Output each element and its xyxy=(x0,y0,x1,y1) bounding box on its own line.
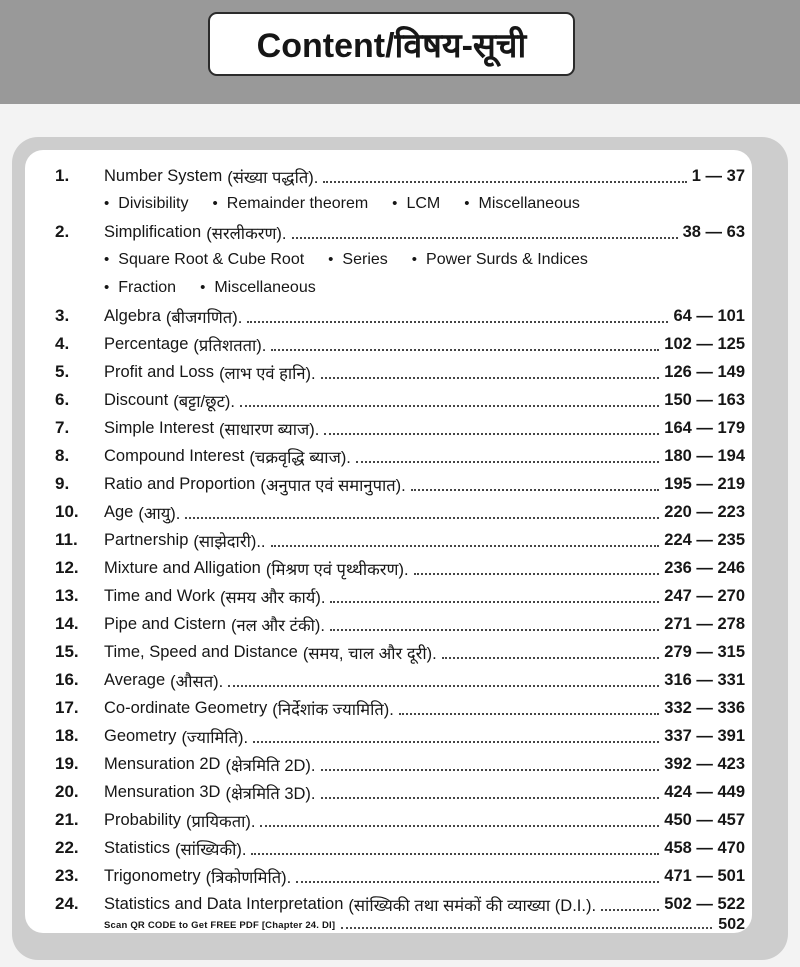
page-range: 471 — 501 xyxy=(664,866,745,885)
dot-leader xyxy=(356,449,659,463)
chapter-title-en: Statistics xyxy=(104,838,171,857)
chapter-number: 14. xyxy=(55,614,79,633)
footer-row xyxy=(55,918,745,932)
page-range: 502 — 522 xyxy=(664,894,745,913)
bullet-icon: • xyxy=(200,279,206,296)
chapter-title-hi: (संख्या पद्धति). xyxy=(227,168,319,187)
dot-leader xyxy=(324,421,659,435)
toc-row xyxy=(55,554,745,582)
chapter-title-hi: (आयु). xyxy=(138,504,181,523)
dot-leader xyxy=(260,813,659,827)
chapter-title-hi: (सरलीकरण). xyxy=(206,224,287,243)
chapter-title-hi: (निर्देशांक ज्यामिति). xyxy=(272,700,394,719)
toc-row xyxy=(55,386,745,414)
chapter-title-en: Mixture and Alligation xyxy=(104,558,261,577)
dot-leader xyxy=(321,757,660,771)
chapter-title-en: Compound Interest xyxy=(104,446,245,465)
page-range: 450 — 457 xyxy=(664,810,745,829)
chapter-number: 8. xyxy=(55,446,70,465)
subtopic-item xyxy=(328,251,388,269)
chapter-title-hi: (प्रायिकता). xyxy=(186,812,256,831)
subtopic-row xyxy=(55,246,745,274)
chapter-title-hi: (क्षेत्रमिति 3D). xyxy=(225,784,316,803)
page-range: 332 — 336 xyxy=(664,698,745,717)
page-range: 126 — 149 xyxy=(664,362,745,381)
chapter-title-hi: (समय, चाल और दूरी). xyxy=(302,644,437,663)
subtopic-item xyxy=(104,195,189,213)
toc-row xyxy=(55,302,745,330)
subtopic-item xyxy=(200,279,316,297)
chapter-title-hi: (साझेदारी).. xyxy=(193,532,266,551)
chapter-number: 17. xyxy=(55,698,79,717)
subtopic-item xyxy=(464,195,580,213)
bullet-icon: • xyxy=(392,195,398,212)
toc-row xyxy=(55,330,745,358)
dot-leader xyxy=(271,533,660,547)
chapter-number: 21. xyxy=(55,810,79,829)
toc-row xyxy=(55,162,745,190)
chapter-title-hi: (लाभ एवं हानि). xyxy=(219,364,316,383)
page-range: 424 — 449 xyxy=(664,782,745,801)
toc-row xyxy=(55,806,745,834)
chapter-title-hi: (नल और टंकी). xyxy=(231,616,325,635)
toc-list xyxy=(55,162,745,918)
chapter-number: 10. xyxy=(55,502,79,521)
chapter-title-hi: (क्षेत्रमिति 2D). xyxy=(225,756,316,775)
page-range: 102 — 125 xyxy=(664,334,745,353)
subtopic-label: Power Surds & Indices xyxy=(426,251,588,268)
dot-leader xyxy=(330,589,659,603)
chapter-number: 2. xyxy=(55,222,70,241)
toc-row xyxy=(55,890,745,918)
chapter-title-hi: (साधारण ब्याज). xyxy=(219,420,320,439)
page-range: 150 — 163 xyxy=(664,390,745,409)
chapter-title-hi: (सांख्यिकी). xyxy=(175,840,247,859)
dot-leader xyxy=(271,337,659,351)
chapter-title-en: Algebra xyxy=(104,306,161,325)
page-range: 271 — 278 xyxy=(664,614,745,633)
dot-leader xyxy=(321,785,660,799)
page-title-box xyxy=(208,12,575,76)
chapter-title-hi: (बीजगणित). xyxy=(165,308,243,327)
toc-row xyxy=(55,218,745,246)
bullet-icon: • xyxy=(104,279,110,296)
page-range: 337 — 391 xyxy=(664,726,745,745)
subtopic-label: Square Root & Cube Root xyxy=(118,251,305,268)
toc-row xyxy=(55,470,745,498)
chapter-title-hi: (समय और कार्य). xyxy=(219,588,326,607)
chapter-title-hi: (मिश्रण एवं पृथ्थीकरण). xyxy=(265,560,409,579)
toc-row xyxy=(55,638,745,666)
content-sheet xyxy=(25,150,752,933)
page-range: 316 — 331 xyxy=(664,670,745,689)
subtopic-label: Divisibility xyxy=(118,195,189,212)
header-band xyxy=(0,0,800,104)
page-range: 247 — 270 xyxy=(664,586,745,605)
toc-row xyxy=(55,666,745,694)
dot-leader xyxy=(414,561,660,575)
dot-leader xyxy=(247,309,668,323)
toc-row xyxy=(55,862,745,890)
toc-row xyxy=(55,750,745,778)
chapter-number: 20. xyxy=(55,782,79,801)
chapter-number: 16. xyxy=(55,670,79,689)
chapter-title-en: Percentage xyxy=(104,334,189,353)
page-range: 64 — 101 xyxy=(673,306,745,325)
chapter-number: 13. xyxy=(55,586,79,605)
dot-leader xyxy=(341,922,712,929)
chapter-title-en: Mensuration 2D xyxy=(104,754,221,773)
chapter-title-en: Average xyxy=(104,670,166,689)
chapter-title-en: Co-ordinate Geometry xyxy=(104,698,268,717)
content-frame xyxy=(12,137,788,960)
footer-page-number: 502 xyxy=(718,916,745,933)
chapter-title-hi: (बट्टा/छूट). xyxy=(173,392,236,411)
page-range: 1 — 37 xyxy=(691,166,745,185)
chapter-number: 11. xyxy=(55,530,78,549)
chapter-title-en: Time and Work xyxy=(104,586,215,605)
chapter-title-en: Trigonometry xyxy=(104,866,201,885)
toc-row xyxy=(55,694,745,722)
chapter-title-hi: (त्रिकोणमिति). xyxy=(205,868,292,887)
bullet-icon: • xyxy=(328,251,334,268)
page-range: 38 — 63 xyxy=(682,222,745,241)
bullet-icon: • xyxy=(411,251,418,268)
dot-leader xyxy=(330,617,659,631)
chapter-title-hi: (चक्रवृद्धि ब्याज). xyxy=(249,448,351,467)
dot-leader xyxy=(601,897,659,911)
chapter-title-en: Simplification xyxy=(104,222,202,241)
chapter-number: 4. xyxy=(55,334,70,353)
chapter-number: 15. xyxy=(55,642,79,661)
bullet-icon: • xyxy=(104,195,110,212)
page-title: Content/विषय-सूची xyxy=(256,27,527,65)
dot-leader xyxy=(292,225,678,239)
toc-row xyxy=(55,414,745,442)
subtopic-item xyxy=(392,195,440,213)
toc-row xyxy=(55,582,745,610)
dot-leader xyxy=(411,477,660,491)
chapter-title-en: Geometry xyxy=(104,726,177,745)
chapter-title-en: Mensuration 3D xyxy=(104,782,221,801)
dot-leader xyxy=(185,505,659,519)
subtopic-item xyxy=(104,251,304,269)
chapter-title-hi: (अनुपात एवं समानुपात). xyxy=(260,476,406,495)
subtopic-item xyxy=(104,279,176,297)
subtopic-label: Remainder theorem xyxy=(226,195,369,212)
dot-leader xyxy=(251,841,659,855)
toc-row xyxy=(55,610,745,638)
bullet-icon: • xyxy=(464,195,470,212)
chapter-title-en: Pipe and Cistern xyxy=(104,614,226,633)
chapter-number: 7. xyxy=(55,418,70,437)
toc-row xyxy=(55,498,745,526)
chapter-title-en: Ratio and Proportion xyxy=(104,474,256,493)
subtopic-label: Miscellaneous xyxy=(478,195,580,212)
page-range: 224 — 235 xyxy=(664,530,745,549)
subtopic-row xyxy=(55,190,745,218)
chapter-title-hi: (प्रतिशतता). xyxy=(193,336,267,355)
chapter-title-en: Probability xyxy=(104,810,182,829)
page-range: 180 — 194 xyxy=(664,446,745,465)
chapter-title-en: Statistics and Data Interpretation xyxy=(104,894,344,913)
chapter-number: 9. xyxy=(55,474,70,493)
toc-row xyxy=(55,778,745,806)
subtopic-row xyxy=(55,274,745,302)
dot-leader xyxy=(442,645,660,659)
chapter-title-hi: (सांख्यिकी तथा समंकों की व्याख्या (D.I.). xyxy=(348,896,597,915)
chapter-title-en: Profit and Loss xyxy=(104,362,215,381)
chapter-number: 12. xyxy=(55,558,79,577)
chapter-title-en: Simple Interest xyxy=(104,418,215,437)
qr-note: Scan QR CODE to Get FREE PDF [Chapter 24. DI] xyxy=(104,919,336,931)
chapter-title-en: Number System xyxy=(104,166,223,185)
bullet-icon: • xyxy=(212,195,218,212)
page-range: 458 — 470 xyxy=(664,838,745,857)
page-range: 236 — 246 xyxy=(664,558,745,577)
dot-leader xyxy=(323,169,686,183)
chapter-number: 24. xyxy=(55,894,79,913)
dot-leader xyxy=(399,701,659,715)
chapter-number: 22. xyxy=(55,838,79,857)
subtopic-label: Series xyxy=(342,251,388,268)
page-range: 279 — 315 xyxy=(664,642,745,661)
chapter-title-en: Partnership xyxy=(104,530,189,549)
dot-leader xyxy=(253,729,659,743)
chapter-title-hi: (ज्यामिति). xyxy=(181,728,249,747)
page-range: 164 — 179 xyxy=(664,418,745,437)
chapter-number: 19. xyxy=(55,754,79,773)
chapter-title-hi: (औसत). xyxy=(170,672,224,691)
page-range: 195 — 219 xyxy=(664,474,745,493)
subtopic-item xyxy=(412,251,588,269)
chapter-number: 23. xyxy=(55,866,79,885)
chapter-title-en: Discount xyxy=(104,390,169,409)
chapter-number: 5. xyxy=(55,362,70,381)
toc-row xyxy=(55,722,745,750)
page-range: 392 — 423 xyxy=(664,754,745,773)
dot-leader xyxy=(321,365,660,379)
chapter-title-en: Time, Speed and Distance xyxy=(104,642,298,661)
subtopic-label: Fraction xyxy=(118,279,177,296)
toc-row xyxy=(55,358,745,386)
chapter-number: 3. xyxy=(55,306,70,325)
page-range: 220 — 223 xyxy=(664,502,745,521)
toc-row xyxy=(55,526,745,554)
chapter-number: 6. xyxy=(55,390,70,409)
subtopic-item xyxy=(213,195,369,213)
chapter-title-en: Age xyxy=(104,502,134,521)
toc-row xyxy=(55,442,745,470)
subtopic-label: LCM xyxy=(406,195,441,212)
chapter-number: 18. xyxy=(55,726,79,745)
dot-leader xyxy=(240,393,659,407)
bullet-icon: • xyxy=(104,251,110,268)
subtopic-label: Miscellaneous xyxy=(214,279,316,296)
toc-row xyxy=(55,834,745,862)
dot-leader xyxy=(228,673,659,687)
dot-leader xyxy=(296,869,659,883)
chapter-number: 1. xyxy=(55,166,70,185)
